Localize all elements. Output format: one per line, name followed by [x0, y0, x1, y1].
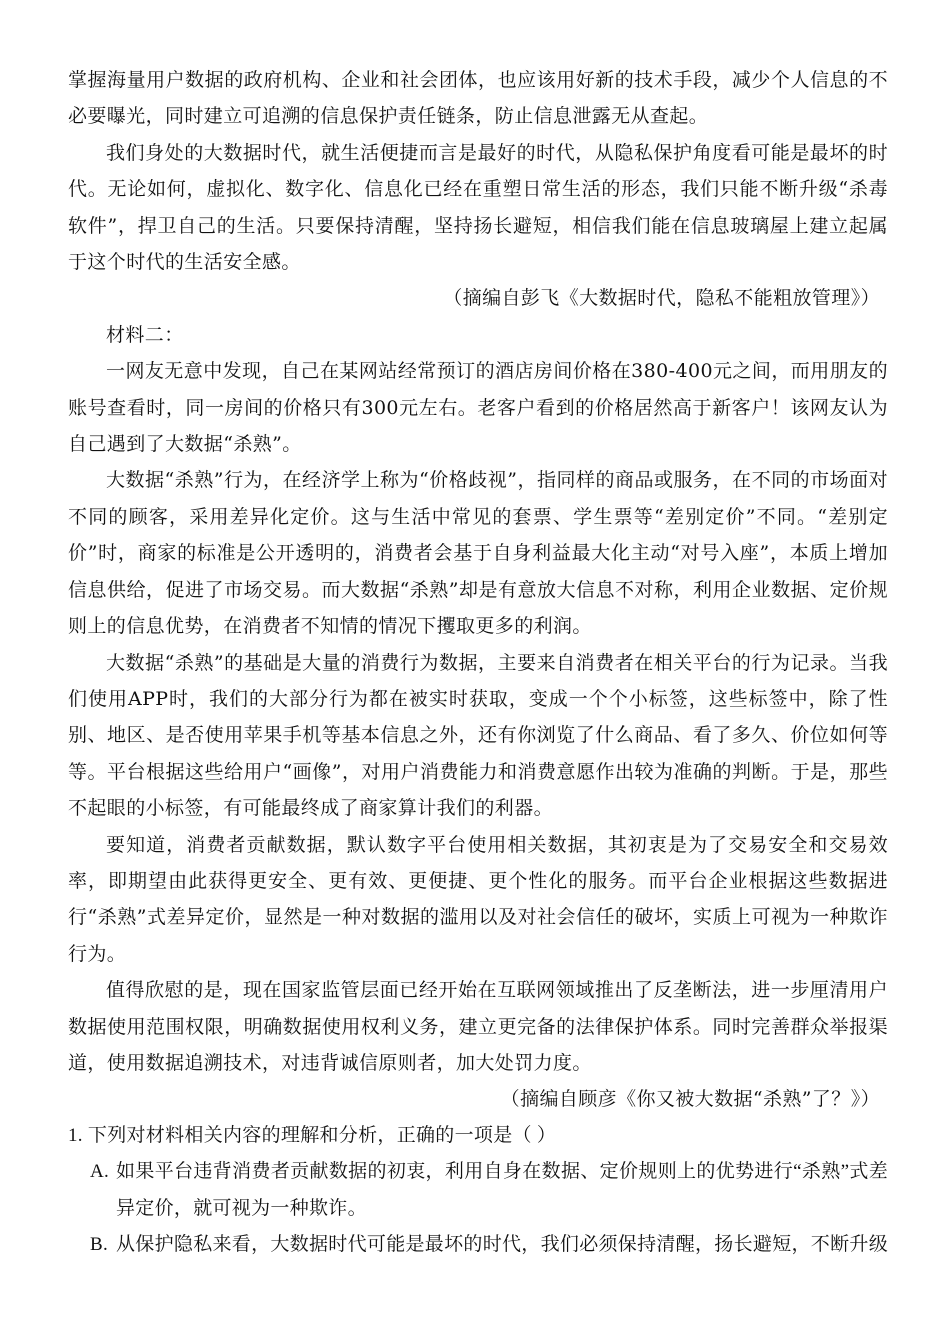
material2-heading: 材料二：: [106, 323, 184, 346]
question-1-option-a: [68, 1154, 888, 1227]
material2-source: （摘编自顾彦《你又被大数据“杀熟”了？》）: [500, 1088, 880, 1111]
material1-source: （摘编自彭飞《大数据时代，隐私不能粗放管理》）: [443, 287, 880, 310]
option-a-letter: A.: [90, 1161, 110, 1183]
option-a-text: 如果平台违背消费者贡献数据的初衷，利用自身在数据、定价规则上的优势进行“杀熟”式差异定价，就可视为一种欺诈。: [116, 1161, 888, 1219]
material1-paragraph-tail: 掌握海量用户数据的政府机构、企业和社会团体，也应该用好新的技术手段，减少个人信息的不必要曝光，同时建立可追溯的信息保护责任链条，防止信息泄露无从查起。: [68, 69, 888, 128]
question-1-option-b: [68, 1227, 888, 1263]
material2-paragraph-3: 大数据“杀熟”的基础是大量的消费行为数据，主要来自消费者在相关平台的行为记录。当我们使用APP时，我们的大部分行为都在被实时获取，变成一个个小标签，这些标签中，除了性别、地区、是否使用苹果手机等基本信息之外，还有你浏览了什么商品、看了多久、价位如何等等。平台根据这些给用户“画像”，对用户消费能力和消费意愿作出较为准确的判断。于是，那些不起眼的小标签，有可能最终成了商家算计我们的利器。: [68, 651, 888, 820]
material1-paragraph-2: 我们身处的大数据时代，就生活便捷而言是最好的时代，从隐私保护角度看可能是最坏的时代。无论如何，虚拟化、数字化、信息化已经在重塑日常生活的形态，我们只能不断升级“杀毒软件”，捍卫自己的生活。只要保持清醒，坚持扬长避短，相信我们能在信息玻璃屋上建立起属于这个时代的生活安全感。: [68, 141, 888, 274]
material2-paragraph-1: 一网友无意中发现，自己在某网站经常预订的酒店房间价格在380-400元之间，而用朋友的账号查看时，同一房间的价格只有300元左右。老客户看到的价格居然高于新客户！该网友认为自己遇到了大数据“杀熟”。: [68, 360, 888, 456]
option-b-text: 从保护隐私来看，大数据时代可能是最坏的时代，我们必须保持清醒，扬长避短，不断升级: [116, 1234, 889, 1255]
option-b-letter: B.: [90, 1234, 109, 1255]
question-1-stem: 1. 下列对材料相关内容的理解和分析，正确的一项是（ ）: [68, 1124, 557, 1146]
material2-paragraph-4: 要知道，消费者贡献数据，默认数字平台使用相关数据，其初衷是为了交易安全和交易效率，即期望由此获得更安全、更有效、更便捷、更个性化的服务。而平台企业根据这些数据进行“杀熟”式差异定价，显然是一种对数据的滥用以及对社会信任的破坏，实质上可视为一种欺诈行为。: [68, 833, 888, 965]
document-page: [68, 62, 888, 1263]
material2-paragraph-5: 值得欣慰的是，现在国家监管层面已经开始在互联网领域推出了反垄断法，进一步厘清用户数据使用范围权限，明确数据使用权利义务，建立更完备的法律保护体系。同时完善群众举报渠道，使用数据追溯技术，对违背诚信原则者，加大处罚力度。: [68, 979, 888, 1074]
material2-paragraph-2: 大数据“杀熟”行为，在经济学上称为“价格歧视”，指同样的商品或服务，在不同的市场面对不同的顾客，采用差异化定价。这与生活中常见的套票、学生票等“差别定价”不同。“差别定价”时，商家的标准是公开透明的，消费者会基于自身利益最大化主动“对号入座”，本质上增加信息供给，促进了市场交易。而大数据“杀熟”却是有意放大信息不对称，利用企业数据、定价规则上的信息优势，在消费者不知情的情况下攫取更多的利润。: [68, 469, 888, 638]
